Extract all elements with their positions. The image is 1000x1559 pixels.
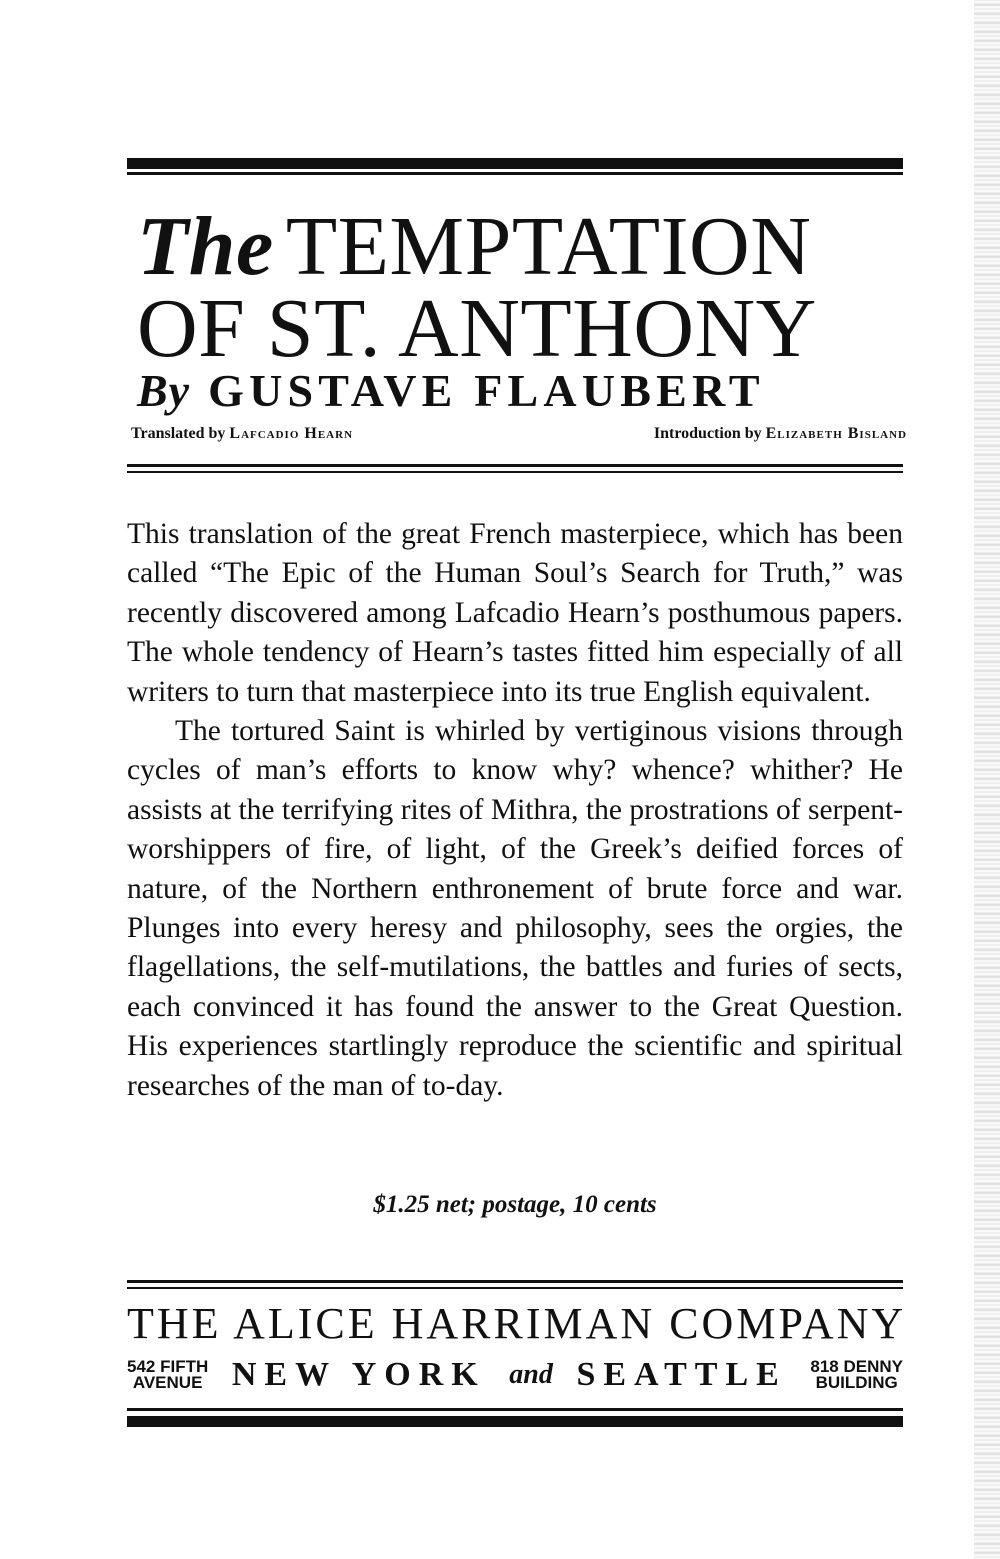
credits-line — [131, 425, 907, 443]
book-title-line-1 — [137, 200, 812, 293]
seattle-address-line-1: 818 DENNY — [810, 1357, 903, 1376]
introduction-credit — [654, 425, 907, 443]
page-edge-scan — [974, 0, 1000, 1559]
new-york-address-line-2: AVENUE — [132, 1373, 203, 1392]
header-bottom-rule-2 — [127, 471, 903, 473]
introducer-name: Elizabeth Bisland — [765, 425, 907, 442]
author-byline — [137, 365, 765, 416]
byline-by: By — [137, 365, 191, 416]
top-thin-rule — [127, 172, 903, 175]
price-line: $1.25 net; postage, 10 cents — [373, 1191, 657, 1218]
city-seattle: SEATTLE — [576, 1356, 787, 1393]
publisher-name: THE ALICE HARRIMAN COMPANY — [127, 1299, 907, 1348]
seattle-address — [810, 1359, 903, 1391]
translator-name: Lafcadio Hearn — [229, 425, 354, 442]
book-title-line-2: OF ST. ANTHONY — [137, 282, 817, 375]
description-paragraph-1: This translation of the great French masterpiece, which has been called “The Epic of the Human Soul’s Search for Truth,” was recently discovered among Lafcadio Hearn’s posthumous papers. The whole tendency of Hearn’s tastes fitted him especially of all writers to turn that masterpiece into its true English equivalent. — [127, 518, 903, 708]
seattle-address-line-2: BUILDING — [815, 1373, 898, 1392]
city-new-york: NEW YORK — [231, 1356, 486, 1393]
title-temptation: TEMPTATION — [285, 200, 812, 293]
author-name: GUSTAVE FLAUBERT — [208, 365, 765, 416]
title-the: The — [137, 200, 274, 293]
new-york-address — [127, 1359, 208, 1391]
top-heavy-rule — [127, 158, 903, 169]
translator-credit — [131, 425, 353, 443]
description-paragraph-2: The tortured Saint is whirled by vertiginous visions through cycles of man’s efforts to know why? whence? whither? He assists at the terrifying rites of Mithra, the prostrations of serpent-worshippers of fire, of light, of the Greek’s deified forces of nature, of the Northern enthronement of brute force and war. Plunges into every heresy and philosophy, sees the orgies, the flagellations, the self-mutilations, the battles and furies of sects, each convinced it has found the answer to the Great Question. His experiences startlingly reproduce the scientific and spiritual researches of the man of to-day. — [127, 715, 903, 1102]
bottom-thin-rule — [127, 1408, 903, 1411]
publisher-address-line — [127, 1356, 903, 1394]
description-body — [127, 515, 903, 1106]
city-and: and — [509, 1359, 553, 1390]
new-york-address-line-1: 542 FIFTH — [127, 1357, 209, 1376]
publisher-top-rule — [127, 1280, 903, 1283]
translated-by-label: Translated by — [131, 425, 226, 442]
header-bottom-rule — [127, 464, 903, 467]
publisher-top-rule-2 — [127, 1287, 903, 1289]
introduction-by-label: Introduction by — [653, 425, 762, 442]
bottom-heavy-rule — [127, 1416, 903, 1427]
